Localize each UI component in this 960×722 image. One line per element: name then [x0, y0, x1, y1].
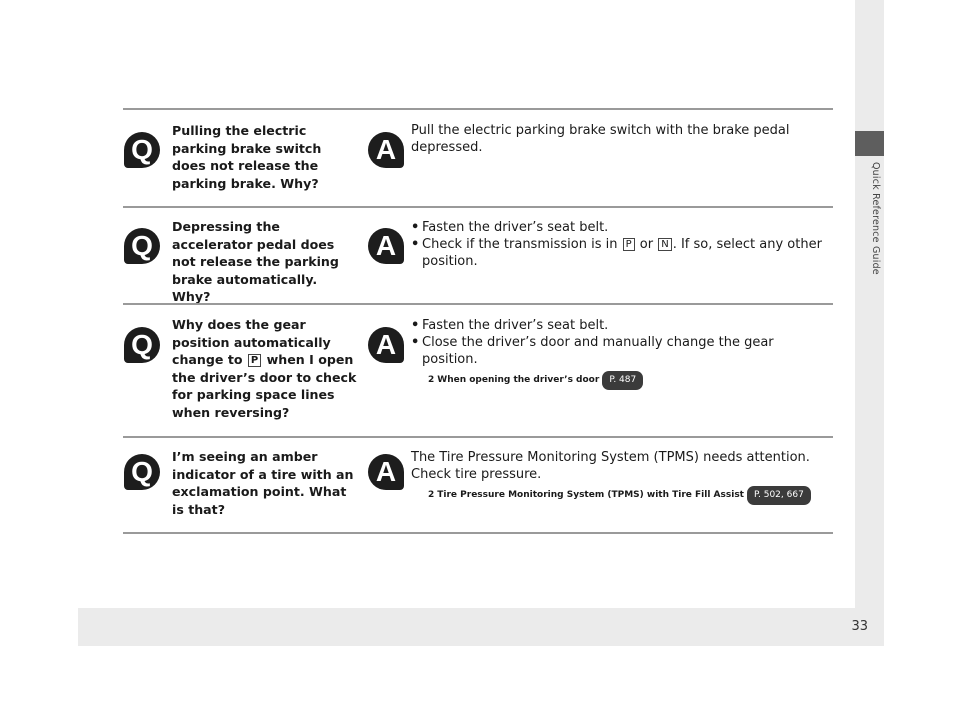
qa-row	[123, 436, 833, 534]
answer-bullet	[411, 317, 831, 334]
q-badge-icon: Q	[124, 327, 160, 363]
section-tab-label: Quick Reference Guide	[870, 162, 881, 275]
question-text: I’m seeing an amber indicator of a tire with an exclamation point. What is that?	[172, 449, 354, 517]
q-badge-icon: Q	[124, 132, 160, 168]
a-badge-icon: A	[368, 454, 404, 490]
side-tab-marker	[855, 131, 884, 156]
gear-p-icon: P	[623, 238, 635, 251]
page-reference[interactable]	[428, 486, 831, 505]
answer-bullet	[411, 236, 831, 270]
answer-text: The Tire Pressure Monitoring System (TPMS) needs attention. Check tire pressure.	[411, 450, 810, 482]
a-badge-icon: A	[368, 228, 404, 264]
gear-p-icon: P	[248, 354, 261, 367]
qa-row	[123, 206, 833, 303]
question-part: when I open the driver’s door to check for parking space lines when reversing?	[172, 352, 357, 420]
gear-n-icon: N	[658, 238, 671, 251]
bullet-text: or	[635, 237, 658, 252]
footer-band	[78, 608, 884, 646]
bullet-text: Close the driver’s door and manually change the gear position.	[422, 335, 774, 367]
reference-text: Tire Pressure Monitoring System (TPMS) with Tire Fill Assist	[437, 490, 744, 500]
answer-bullets	[411, 317, 831, 368]
side-tab	[855, 0, 884, 608]
question-part: Why does the gear position automatically change to	[172, 317, 331, 367]
reference-text: When opening the driver’s door	[437, 375, 600, 385]
answer-block	[411, 122, 831, 156]
q-badge-icon: Q	[124, 228, 160, 264]
qa-list	[123, 108, 833, 534]
question-text	[172, 316, 357, 421]
bullet-text: Check if the transmission is in	[422, 237, 622, 252]
page-link[interactable]: P. 487	[602, 371, 643, 390]
answer-text: Pull the electric parking brake switch with the brake pedal depressed.	[411, 123, 790, 155]
answer-bullets	[411, 219, 831, 270]
bullet-text: Fasten the driver’s seat belt.	[422, 318, 609, 333]
answer-bullet	[411, 219, 831, 236]
qa-row	[123, 303, 833, 436]
reference-arrow-icon: 2	[428, 375, 435, 385]
answer-block	[411, 317, 831, 390]
answer-block	[411, 219, 831, 270]
page-reference[interactable]	[428, 371, 831, 390]
question-text: Depressing the accelerator pedal does not release the parking brake automatically. Why?	[172, 219, 339, 304]
q-badge-icon: Q	[124, 454, 160, 490]
reference-arrow-icon: 2	[428, 490, 435, 500]
question-text: Pulling the electric parking brake switch does not release the parking brake. Why?	[172, 123, 322, 191]
page-link[interactable]: P. 502, 667	[747, 486, 811, 505]
a-badge-icon: A	[368, 327, 404, 363]
answer-bullet	[411, 334, 831, 368]
bullet-text: Fasten the driver’s seat belt.	[422, 220, 609, 235]
a-badge-icon: A	[368, 132, 404, 168]
answer-block	[411, 449, 831, 505]
page-number: 33	[851, 619, 868, 634]
bullet-text: . If so, select any other position.	[422, 237, 822, 269]
qa-row	[123, 108, 833, 206]
